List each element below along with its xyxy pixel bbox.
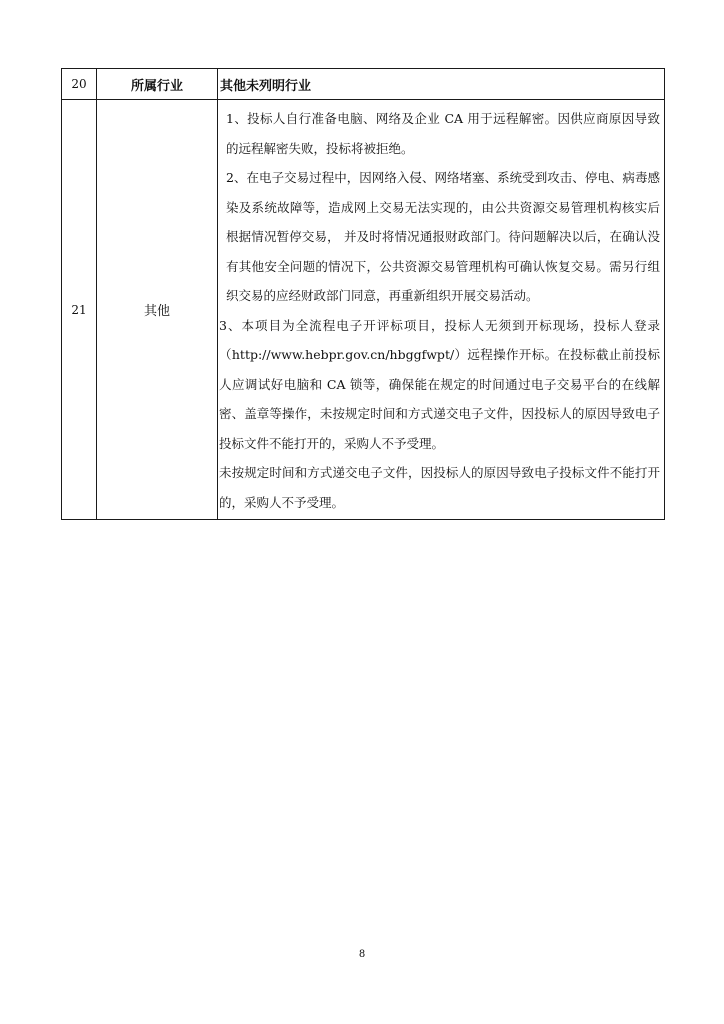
content-cell xyxy=(218,100,665,520)
paragraph-remote-decryption: 1、投标人自行准备电脑、网络及企业 CA 用于远程解密。因供应商原因导致的远程解密失败，投标将被拒绝。 xyxy=(226,111,660,156)
paragraph-online-bid-opening: 3、本项目为全流程电子开评标项目，投标人无须到开标现场，投标人登录（http://www.hebpr.gov.cn/hbggfwpt/）远程操作开标。在投标截止前投标人应调试好电脑和 CA 锁等，确保能在规定的时间通过电子交易平台的在线解密、盖章等操作，未按规定时间和方式递交电子文件，因投标人的原因导致电子投标文件不能打开的，采购人不予受理。 xyxy=(219,317,660,451)
table-row xyxy=(62,69,665,100)
row-number: 21 xyxy=(62,100,97,520)
page-number: 8 xyxy=(358,949,366,960)
requirements-table xyxy=(61,68,665,520)
row-label: 其他 xyxy=(97,100,218,520)
paragraph-trade-suspension: 2、在电子交易过程中，因网络入侵、网络堵塞、系统受到攻击、停电、病毒感染及系统故障等，造成网上交易无法实现的，由公共资源交易管理机构核实后根据情况暂停交易， 并及时将情况通报财政部门。待问题解决以后，在确认没有其他安全问题的情况下，公共资源交易管理机构可确认恢复交易。需另行组织交易的应经财政部门同意，再重新组织开展交易活动。 xyxy=(226,170,660,303)
row-label: 所属行业 xyxy=(97,69,218,100)
industry-value: 其他未列明行业 xyxy=(218,69,665,100)
table-row xyxy=(62,100,665,520)
row-number: 20 xyxy=(62,69,97,100)
paragraph-rejection-note: 未按规定时间和方式递交电子文件，因投标人的原因导致电子投标文件不能打开的，采购人不予受理。 xyxy=(219,465,660,510)
